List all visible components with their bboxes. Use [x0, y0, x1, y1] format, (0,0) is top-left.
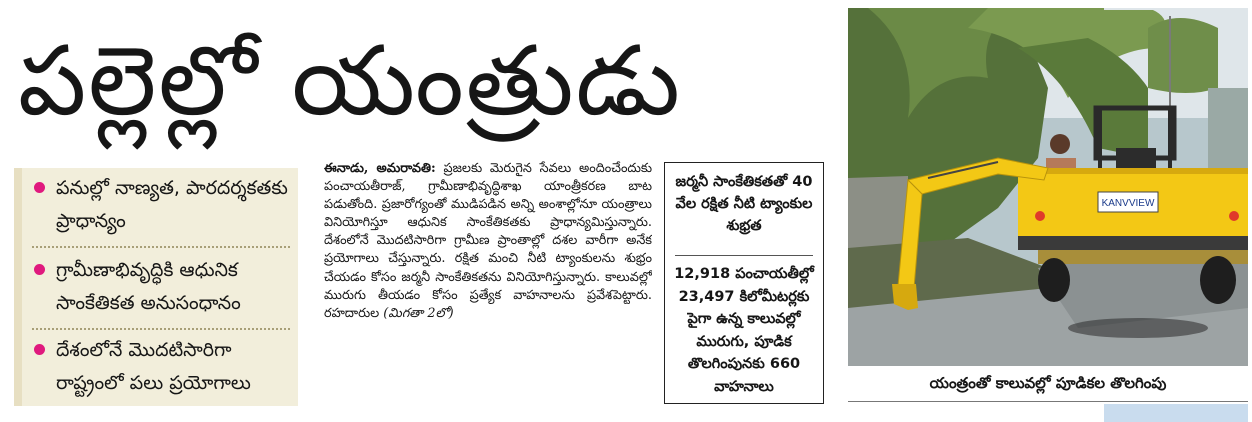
sidebar-band — [14, 168, 22, 406]
highlight-text: గ్రామీణాభివృద్ధికి ఆధునిక సాంకేతికత అనుసంధానం — [56, 259, 241, 314]
bullet-icon — [34, 344, 45, 355]
article-text: ప్రజలకు మెరుగైన సేవలు అందించేందుకు పంచాయతీరాజ్, గ్రామీణాభివృద్ధిశాఖ యాంత్రీకరణ బాట పడుతోంది. ప్రజారోగ్యంతో ముడిపడిన అన్ని అంశాల్లోనూ యంత్రాలు వినియోగిస్తూ ఆధునిక సాంకేతికతకు ప్రాధాన్యమిస్తున్నారు. దేశంలోనే మొదటిసారిగా గ్రామీణ ప్రాంతాల్లో దశల వారీగా అనేక ప్రయోగాలు చేస్తున్నారు. రక్షిత మంచి నీటి ట్యాంకులను శుభ్రం చేయడం కోసం జర్మనీ సాంకేతికతను వినియోగిస్తున్నారు. కాలువల్లో మురుగు తీయడం కోసం ప్రత్యేక వాహనాలను ప్రవేశపెట్టారు. రహదారుల — [324, 161, 652, 321]
headline: పల్లెల్లో యంత్రుడు — [18, 25, 682, 137]
fact-divider — [675, 255, 813, 256]
caption-rule — [848, 401, 1248, 402]
highlight-item — [34, 172, 292, 238]
news-photo — [848, 8, 1248, 366]
highlight-item — [34, 334, 292, 400]
fact-box — [664, 162, 824, 404]
bullet-icon — [34, 264, 45, 275]
article-dateline: ఈనాడు, అమరావతి: — [324, 161, 436, 176]
bullet-icon — [34, 182, 45, 193]
vehicle-plate: KANVVIEW — [1101, 198, 1155, 209]
fact-german-tech: జర్మనీ సాంకేతికతతో 40 వేల రక్షిత నీటి ట్యాంకుల శుభ్రత — [675, 174, 813, 234]
article-body — [324, 160, 652, 404]
divider — [32, 246, 290, 248]
divider — [32, 328, 290, 330]
fact-vehicles: 12,918 పంచాయతీల్లో 23,497 కిలోమీటర్లకు పైగా ఉన్న కాలువల్లో మురుగు, పూడిక తొలగింపునకు 660 వాహనాలు — [674, 266, 814, 395]
continued-note: (మిగతా 2లో) — [383, 305, 454, 321]
corner-tab — [1104, 404, 1248, 422]
highlights-box — [14, 168, 298, 406]
highlight-item — [34, 254, 292, 320]
highlight-text: దేశంలోనే మొదటిసారిగా రాష్ట్రంలో పలు ప్రయోగాలు — [56, 339, 251, 394]
highlight-text: పనుల్లో నాణ్యత, పారదర్శకతకు ప్రాధాన్యం — [56, 177, 288, 232]
photo-caption: యంత్రంతో కాలువల్లో పూడికల తొలగింపు — [929, 374, 1167, 392]
